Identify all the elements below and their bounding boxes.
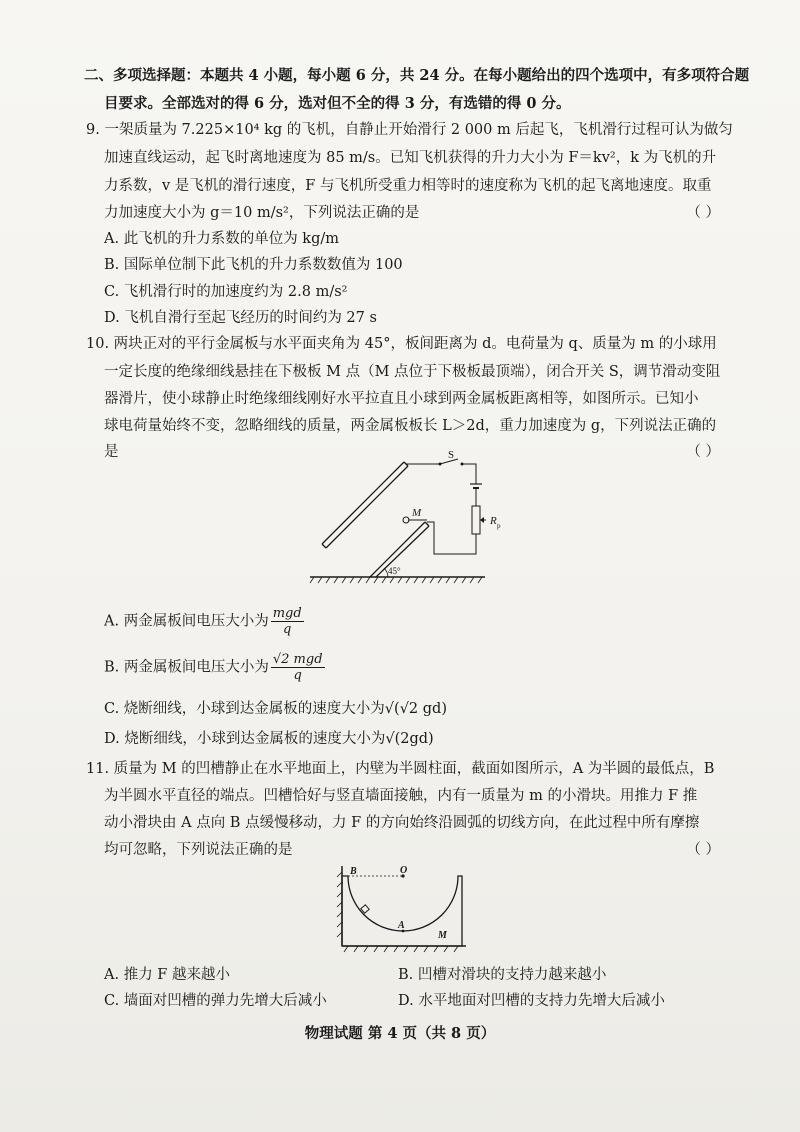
q10-option-b-denominator: q: [293, 668, 302, 683]
page-footer: 物理试题 第 4 页（共 8 页）: [304, 1025, 496, 1042]
q10-option-a: [104, 606, 304, 637]
q9-stem-line2: 加速直线运动，起飞时离地速度为 85 m/s。已知飞机获得的升力大小为 F＝kv²，k 为飞机的升: [104, 150, 717, 166]
label-b: B: [350, 866, 357, 877]
q10-option-b-fraction: [271, 652, 325, 683]
label-o: O: [400, 865, 408, 876]
label-rheostat-sub: p: [497, 522, 501, 530]
q11-option-d: D. 水平地面对凹槽的支持力先增大后减小: [398, 993, 665, 1009]
section-heading-line1: 二、多项选择题：本题共 4 小题，每小题 6 分，共 24 分。在每小题给出的四个选项中，有多项符合题: [84, 67, 750, 84]
q10-option-a-prefix: A. 两金属板间电压大小为: [104, 613, 269, 630]
q10-option-a-denominator: q: [283, 622, 292, 637]
q10-stem-line1: 10. 两块正对的平行金属板与水平面夹角为 45°，板间距离为 d。电荷量为 q、质量为 m 的小球用: [86, 336, 717, 352]
label-switch-s: S: [448, 449, 455, 461]
q9-option-b: B. 国际单位制下此飞机的升力系数数值为 100: [104, 257, 403, 273]
q10-option-b-prefix: B. 两金属板间电压大小为: [104, 659, 269, 676]
q9-stem-line3: 力系数，v 是飞机的滑行速度，F 与飞机所受重力相等时的速度称为飞机的起飞离地速度。取重: [104, 178, 712, 194]
q9-option-c: C. 飞机滑行时的加速度约为 2.8 m/s²: [104, 284, 348, 300]
q10-option-a-numerator: mgd: [272, 606, 302, 621]
q9-stem-line1: 9. 一架质量为 7.225×10⁴ kg 的飞机，自静止开始滑行 2 000 m 后起飞，飞机滑行过程可认为做匀: [86, 122, 733, 138]
q11-stem-line1: 11. 质量为 M 的凹槽静止在水平地面上，内壁为半圆柱面，截面如图所示，A 为半圆的最低点，B: [86, 761, 715, 777]
q10-option-a-fraction: [271, 606, 304, 637]
label-rheostat-r: R: [490, 515, 497, 527]
q10-stem-line4: 球电荷量始终不变，忽略细线的质量，两金属板板长 L＞2d，重力加速度为 g，下列说法正确的: [104, 418, 717, 434]
q9-answer-paren: （ ）: [686, 205, 720, 221]
q11-answer-paren: （ ）: [686, 842, 720, 858]
q10-option-c: C. 烧断细线，小球到达金属板的速度大小为√(√2 gd): [104, 701, 447, 717]
q10-stem-line3: 器滑片，使小球静止时绝缘细线刚好水平拉直且小球到两金属板距离相等，如图所示。已知小: [104, 391, 699, 407]
q11-groove-figure: [334, 862, 474, 954]
q11-option-c: C. 墙面对凹槽的弹力先增大后减小: [104, 993, 327, 1009]
q10-answer-paren: （ ）: [686, 444, 720, 460]
q9-option-d: D. 飞机自滑行至起飞经历的时间约为 27 s: [104, 310, 377, 326]
q10-option-d: D. 烧断细线，小球到达金属板的速度大小为√(2gd): [104, 731, 434, 747]
q11-stem-line2: 为半圆水平直径的端点。凹槽恰好与竖直墙面接触，内有一质量为 m 的小滑块。用推力 F 推: [104, 788, 698, 804]
section-heading-line2: 目要求。全部选对的得 6 分，选对但不全的得 3 分，有选错的得 0 分。: [104, 95, 571, 112]
upper-plate: [322, 462, 408, 548]
label-point-m: M: [412, 507, 422, 519]
q9-stem-line4: 力加速度大小为 g＝10 m/s²，下列说法正确的是: [104, 205, 420, 221]
q10-option-b-numerator: √2 mgd: [272, 652, 323, 667]
q11-option-b: B. 凹槽对滑块的支持力越来越小: [398, 967, 607, 983]
q11-stem-line4: 均可忽略，下列说法正确的是: [104, 842, 293, 858]
q10-option-b: [104, 652, 325, 683]
q10-stem-line2: 一定长度的绝缘细线悬挂在下极板 M 点（M 点位于下极板最顶端），闭合开关 S，调节滑动变阻: [104, 364, 721, 380]
q11-option-a: A. 推力 F 越来越小: [104, 967, 230, 983]
label-a: A: [398, 920, 405, 931]
q10-stem-line5: 是: [104, 444, 119, 460]
label-m: M: [438, 930, 447, 941]
label-angle: 45°: [388, 566, 401, 576]
q9-option-a: A. 此飞机的升力系数的单位为 kg/m: [104, 231, 340, 247]
q11-stem-line3: 动小滑块由 A 点向 B 点缓慢移动，力 F 的方向始终沿圆弧的切线方向，在此过程中所有摩擦: [104, 815, 700, 831]
q10-circuit-figure: [300, 449, 501, 592]
